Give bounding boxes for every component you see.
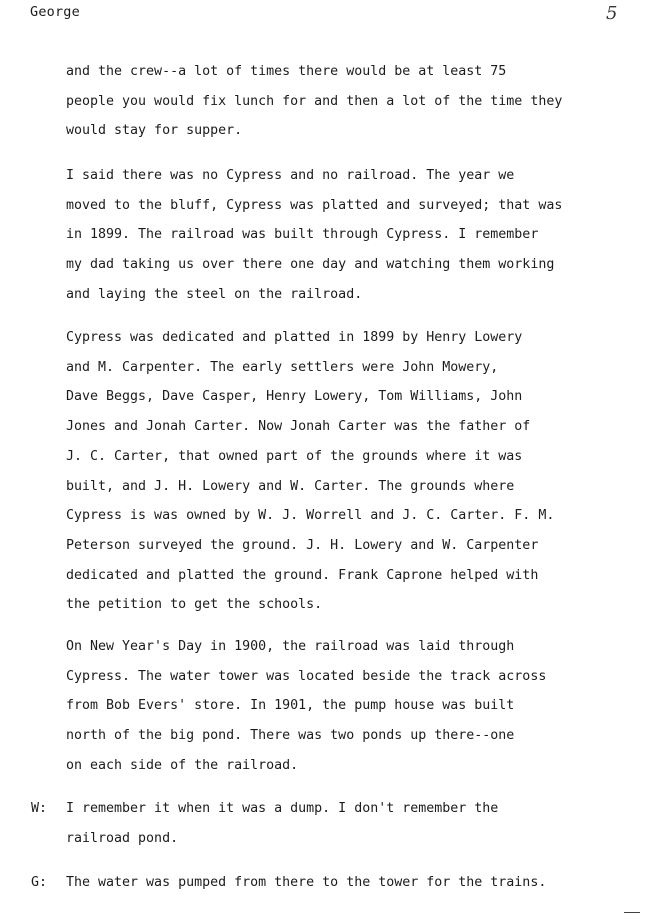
speaker-label-g: G: (31, 875, 48, 890)
text-line: dedicated and platted the ground. Frank Caprone helped with (66, 567, 539, 583)
text-line: would stay for supper. (66, 123, 243, 139)
paragraph-2 (66, 161, 626, 310)
text-line: moved to the bluff, Cypress was platted and surveyed; that was (66, 197, 563, 213)
text-line: in 1899. The railroad was built through Cypress. I remember (66, 227, 539, 243)
text-line: Dave Beggs, Dave Casper, Henry Lowery, Tom Williams, John (66, 389, 523, 405)
text-line: Peterson surveyed the ground. J. H. Lowery and W. Carpenter (66, 537, 539, 553)
page-number: 5 (606, 3, 618, 24)
paragraph-3 (66, 323, 626, 620)
text-line: I said there was no Cypress and no railroad. The year we (66, 168, 515, 183)
exchange-g (66, 868, 626, 898)
text-line: I remember it when it was a dump. I don't remember the (66, 801, 499, 816)
exchange-w (66, 794, 626, 853)
text-line: built, and J. H. Lowery and W. Carter. The grounds where (66, 478, 515, 494)
text-line: and M. Carpenter. The early settlers were John Mowery, (66, 359, 499, 375)
page-edge-mark (624, 912, 640, 913)
speaker-label-w: W: (31, 801, 48, 816)
text-line: my dad taking us over there one day and watching them working (66, 257, 555, 273)
text-line: Cypress is was owned by W. J. Worrell and J. C. Carter. F. M. (66, 508, 555, 524)
text-line: north of the big pond. There was two ponds up there--one (66, 728, 515, 744)
text-line: On New Year's Day in 1900, the railroad was laid through (66, 639, 515, 654)
text-line: on each side of the railroad. (66, 757, 299, 773)
text-line: J. C. Carter, that owned part of the grounds where it was (66, 448, 523, 464)
text-line: and laying the steel on the railroad. (66, 286, 363, 302)
paragraph-1 (66, 57, 626, 146)
text-line: Jones and Jonah Carter. Now Jonah Carter was the father of (66, 419, 531, 435)
text-line: The water was pumped from there to the tower for the trains. (66, 875, 547, 890)
paragraph-4 (66, 632, 626, 781)
text-line: Cypress was dedicated and platted in 1899 by Henry Lowery (66, 330, 523, 345)
text-line: Cypress. The water tower was located beside the track across (66, 668, 547, 684)
header-name: George (30, 4, 80, 20)
text-line: railroad pond. (66, 830, 179, 846)
text-line: and the crew--a lot of times there would be at least 75 (66, 64, 507, 79)
text-line: from Bob Evers' store. In 1901, the pump house was built (66, 698, 515, 714)
text-line: people you would fix lunch for and then a lot of the time they (66, 93, 563, 109)
text-line: the petition to get the schools. (66, 597, 323, 613)
